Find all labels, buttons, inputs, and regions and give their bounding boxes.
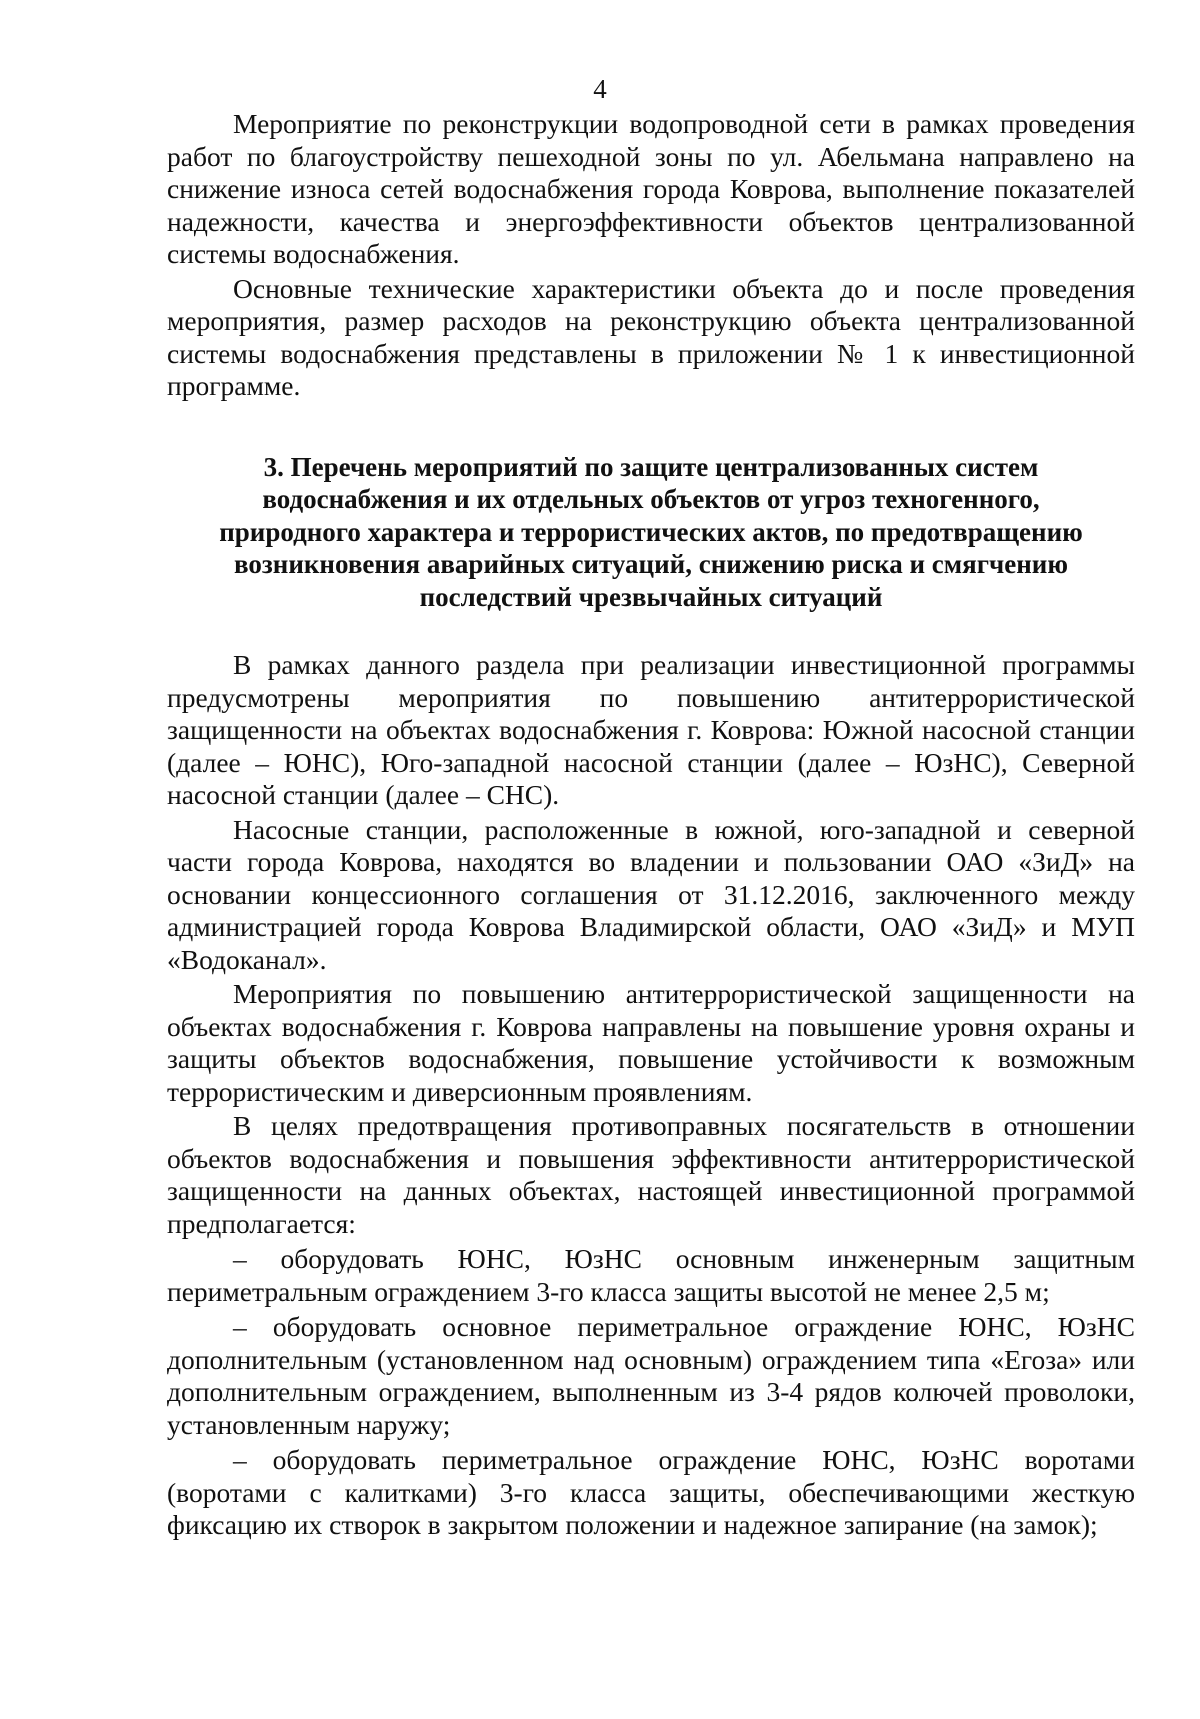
paragraph: В целях предотвращения противоправных посягательств в отношении объектов водоснабжения и повышения эффективности антитеррористической защищенности на данных объектах, настоящей инвестиционной программой предполагается: [167,1110,1135,1239]
paragraph: Мероприятия по повышению антитеррористической защищенности на объектах водоснабжения г. Коврова направлены на повышение уровня охраны и защиты объектов водоснабжения, повышение устойчивости к возможным террористическим и диверсионным проявлениям. [167,978,1135,1107]
section-heading-line: водоснабжения и их отдельных объектов от угроз техногенного, [262,484,1040,514]
section-heading-line: природного характера и террористических актов, по предотвращению [219,516,1083,547]
list-item: – оборудовать основное периметральное ограждение ЮНС, ЮзНС дополнительным (установленном над основным) ограждением типа «Егоза» или дополнительным ограждением, выполненным из 3-4 рядов колючей проволоки, установленным наружу; [167,1311,1135,1440]
paragraph: Основные технические характеристики объекта до и после проведения мероприятия, размер расходов на реконструкцию объекта централизованной системы водоснабжения представлены в приложении № 1 к инвестиционной программе. [167,272,1135,401]
section-heading-line: последствий чрезвычайных ситуаций [419,581,883,612]
document-body [167,108,1135,1542]
list-item: – оборудовать ЮНС, ЮзНС основным инженерным защитным периметральным ограждением 3-го класса защиты высотой не менее 2,5 м; [167,1243,1135,1307]
section-heading-line: 3. Перечень мероприятий по защите централизованных систем [263,451,1039,482]
paragraph: В рамках данного раздела при реализации инвестиционной программы предусмотрены мероприятия по повышению антитеррористической защищенности на объектах водоснабжения г. Коврова: Южной насосной станции (далее – ЮНС), Юго-западной насосной станции (далее – ЮзНС), Северной насосной станции (далее – СНС). [167,649,1135,810]
page-number: 4 [593,74,607,104]
section-heading [167,451,1135,614]
paragraph: Насосные станции, расположенные в южной, юго-западной и северной части города Коврова, находятся во владении и пользовании ОАО «ЗиД» на основании концессионного соглашения от 31.12.2016, заключенного между администрацией города Коврова Владимирской области, ОАО «ЗиД» и МУП «Водоканал». [167,813,1135,975]
list-item: – оборудовать периметральное ограждение ЮНС, ЮзНС воротами (воротами с калитками) 3-го класса защиты, обеспечивающими жесткую фиксацию их створок в закрытом положении и надежное запирание (на замок); [167,1444,1135,1540]
section-heading-line: возникновения аварийных ситуаций, снижению риска и смягчению [234,549,1068,579]
paragraph: Мероприятие по реконструкции водопроводной сети в рамках проведения работ по благоустройству пешеходной зоны по ул. Абельмана направлено на снижение износа сетей водоснабжения города Коврова, выполнение показателей надежности, качества и энергоэффективности объектов централизованной системы водоснабжения. [167,108,1135,269]
